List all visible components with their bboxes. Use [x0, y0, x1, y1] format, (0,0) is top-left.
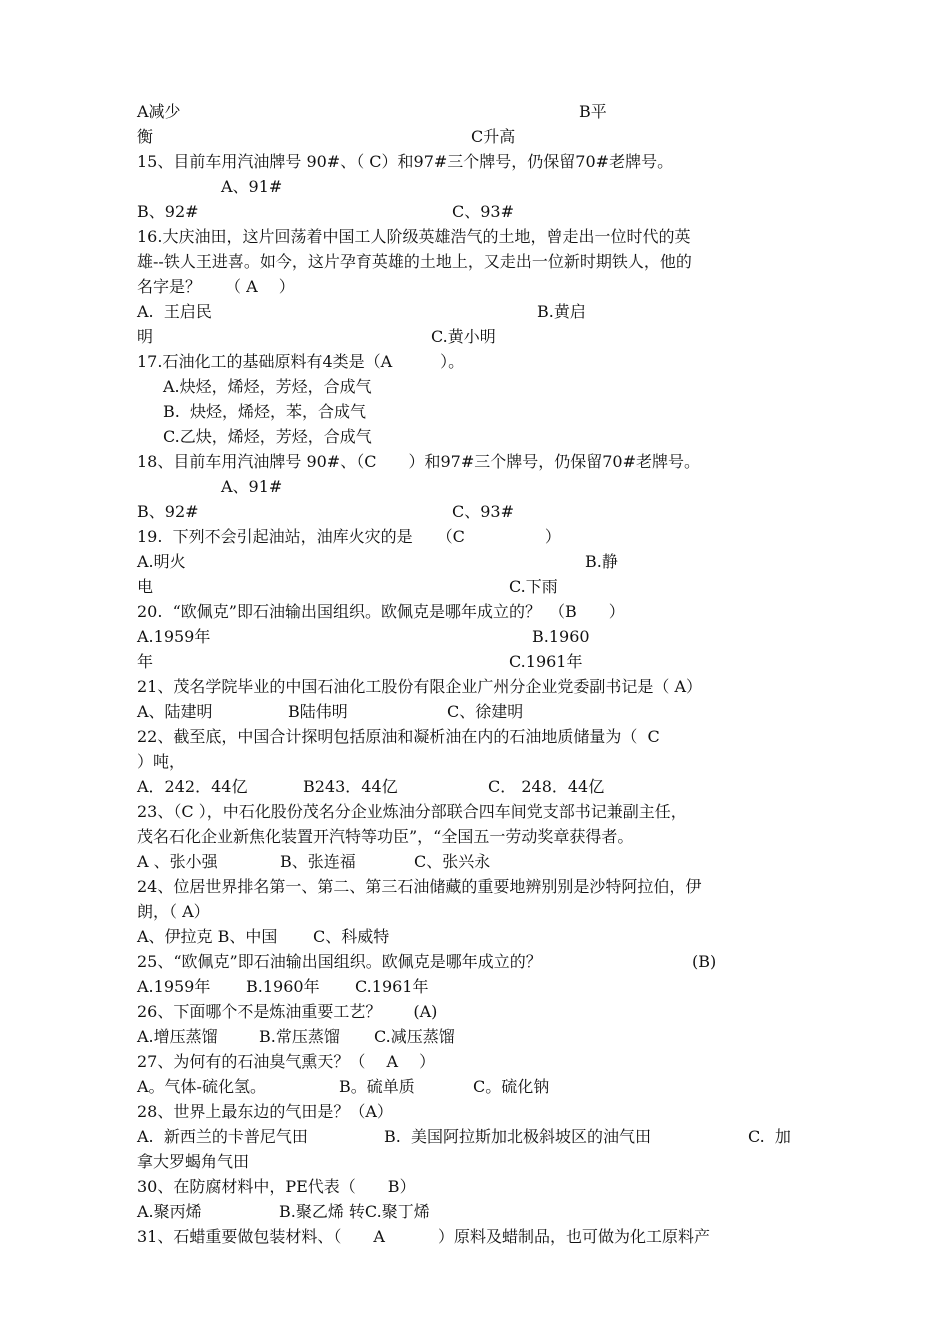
option-b: B.静 [585, 552, 618, 571]
option-a: A.1959年 [137, 977, 211, 996]
option-c: C.1961年 [509, 652, 583, 671]
option-c: C.乙炔，烯烃，芳烃，合成气 [163, 427, 372, 446]
question-16: 16.大庆油田，这片回荡着中国工人阶级英雄浩气的土地，曾走出一位时代的英 [137, 227, 691, 246]
option-c: C.黄小明 [431, 327, 496, 346]
question-27: 27、为何有的石油臭气熏天？（ A ） [137, 1052, 436, 1071]
option-b: B.1960年 [246, 977, 320, 996]
option-c: C.减压蒸馏 [374, 1027, 455, 1046]
question-15: 15、目前车用汽油牌号 90#、（ C）和97#三个牌号，仍保留70#老牌号。 [137, 152, 674, 171]
option-a: A、91# [221, 177, 283, 196]
option-b: B、92# [137, 202, 199, 221]
option-c: C、科威特 [313, 927, 390, 946]
option-c: C。硫化钠 [473, 1077, 550, 1096]
question-30: 30、在防腐材料中，PE代表（ B） [137, 1177, 416, 1196]
question-17: 17.石油化工的基础原料有4类是（A ）。 [137, 352, 465, 371]
option-c: C． 248．44亿 [488, 777, 605, 796]
option-c: C升高 [471, 127, 516, 146]
question-19: 19. 下列不会引起油站，油库火灾的是 （C ） [137, 527, 561, 546]
option-b: B、92# [137, 502, 199, 521]
question-16-cont: 雄--铁人王进喜。如今，这片孕育英雄的土地上，又走出一位新时期铁人，他的 [137, 252, 692, 271]
option-c: C. 加 [748, 1127, 791, 1146]
option-a: A 、张小强 [137, 852, 218, 871]
option-a: A. 新西兰的卡普尼气田 [137, 1127, 308, 1146]
option-a: A、91# [221, 477, 283, 496]
option-b-cont: 明 [137, 327, 154, 346]
option-a: A. 王启民 [137, 302, 212, 321]
question-28: 28、世界上最东边的气田是？（A） [137, 1102, 393, 1121]
question-20: 20. “欧佩克”即石油输出国组织。欧佩克是哪年成立的？ （B ） [137, 602, 625, 621]
question-21: 21、茂名学院毕业的中国石油化工股份有限企业广州分企业党委副书记是（ A） [137, 677, 703, 696]
question-22: 22、截至底，中国合计探明包括原油和凝析油在内的石油地质储量为（ C [137, 727, 660, 746]
option-b-c: B.聚乙烯 转C.聚丁烯 [279, 1202, 430, 1221]
option-c: C、徐建明 [447, 702, 524, 721]
question-23: 23、（C ），中石化股份茂名分企业炼油分部联合四车间党支部书记兼副主任， [137, 802, 687, 821]
option-a: A.明火 [137, 552, 186, 571]
option-b: B。硫单质 [339, 1077, 415, 1096]
option-a: A.1959年 [137, 627, 211, 646]
question-24: 24、位居世界排名第一、第二、第三石油储藏的重要地辨别别是沙特阿拉伯，伊 [137, 877, 702, 896]
option-b: B243．44亿 [303, 777, 398, 796]
option-a: A.炔烃，烯烃，芳烃，合成气 [163, 377, 372, 396]
option-a: A。气体-硫化氢。 [137, 1077, 266, 1096]
option-a: A、陆建明 [137, 702, 213, 721]
option-b: B平 [579, 102, 607, 121]
option-b: B、张连福 [280, 852, 356, 871]
option-b: B. 美国阿拉斯加北极斜坡区的油气田 [384, 1127, 652, 1146]
option-b: B.1960 [532, 627, 590, 646]
option-b-cont: 年 [137, 652, 154, 671]
option-c: C、张兴永 [414, 852, 491, 871]
question-18: 18、目前车用汽油牌号 90#、（C ）和97#三个牌号，仍保留70#老牌号。 [137, 452, 700, 471]
option-a: A．242．44亿 [137, 777, 248, 796]
option-b: B. 炔烃，烯烃，苯，合成气 [163, 402, 367, 421]
question-24-cont: 朗，（ A） [137, 902, 210, 921]
question-22-cont: ）吨， [137, 752, 186, 771]
question-26: 26、下面哪个不是炼油重要工艺？ (A) [137, 1002, 438, 1021]
question-31: 31、石蜡重要做包装材料、（ A ）原料及蜡制品，也可做为化工原料产 [137, 1227, 711, 1246]
option-a: A.增压蒸馏 [137, 1027, 218, 1046]
option-b-cont: 电 [137, 577, 154, 596]
answer-25: (B) [692, 952, 717, 971]
option-c-cont: 拿大罗蝎角气田 [137, 1152, 250, 1171]
option-c: C、93# [452, 202, 515, 221]
option-a-b: A、伊拉克 B、中国 [137, 927, 278, 946]
option-b-cont: 衡 [137, 127, 154, 146]
option-a: A.聚丙烯 [137, 1202, 202, 1221]
option-b: B.常压蒸馏 [259, 1027, 340, 1046]
option-c: C.下雨 [509, 577, 558, 596]
option-a: A减少 [137, 102, 181, 121]
option-c: C、93# [452, 502, 515, 521]
question-23-cont: 茂名石化企业新焦化装置开汽特等功臣”，“全国五一劳动奖章获得者。 [137, 827, 634, 846]
option-b: B.黄启 [537, 302, 586, 321]
question-25: 25、“欧佩克”即石油输出国组织。欧佩克是哪年成立的？ [137, 952, 542, 971]
question-16-cont: 名字是？ （ A ） [137, 277, 295, 296]
option-c: C.1961年 [355, 977, 429, 996]
option-b: B陆伟明 [288, 702, 348, 721]
